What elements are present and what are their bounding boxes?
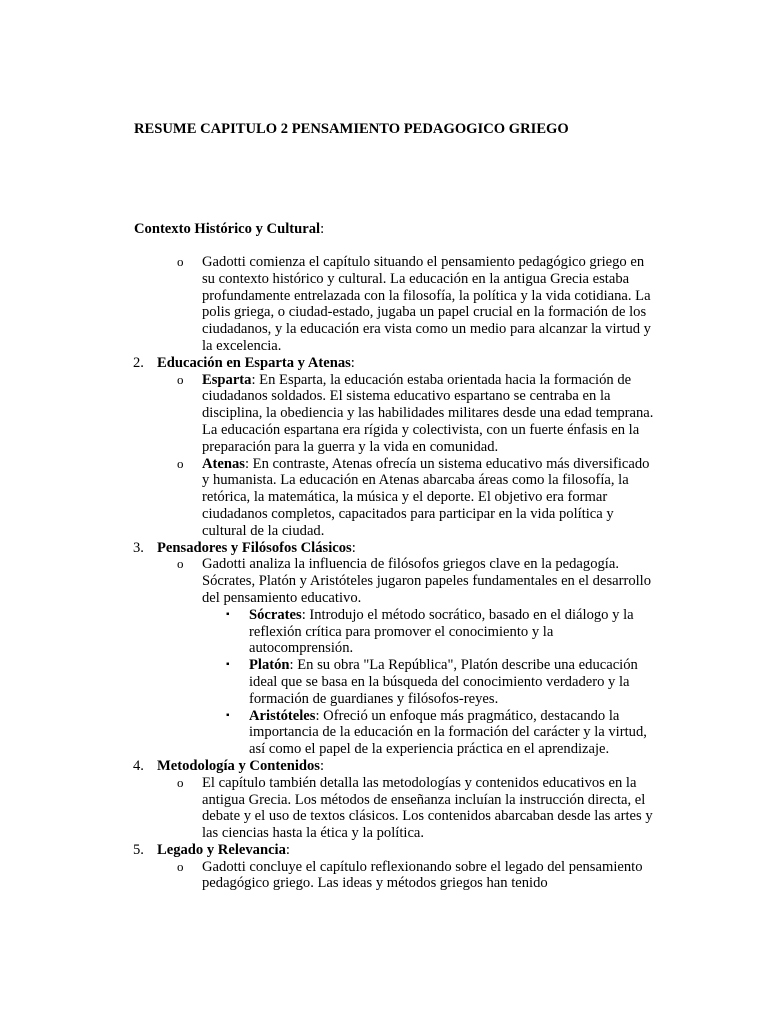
section-heading [133, 354, 768, 372]
section-heading-colon: : [350, 354, 355, 371]
list-item [177, 455, 660, 540]
section-heading-colon: : [319, 757, 325, 774]
section-heading [133, 841, 768, 859]
list-item-bold: Atenas [202, 455, 245, 472]
bullet-circle-icon: o [177, 774, 184, 790]
list-item-text: Gadotti concluye el capítulo reflexionando sobre el legado del pensamiento pedagógico griego. Las ideas y métodos griegos han tenido [202, 858, 643, 892]
section-heading-label: Pensadores y Filósofos Clásicos [157, 539, 352, 556]
bullet-square-icon: ▪ [226, 709, 230, 721]
context-heading-label: Contexto Histórico y Cultural [134, 221, 321, 237]
list-item-bold: Esparta [202, 371, 252, 388]
section-heading-label: Metodología y Contenidos [157, 757, 320, 774]
list-item [177, 371, 660, 456]
section-number: 2. [133, 354, 144, 371]
bullet-circle-icon: o [177, 556, 184, 572]
bullet-circle-icon: o [177, 254, 184, 269]
sub-list-item-bold: Sócrates [249, 606, 302, 623]
sub-list-item [226, 657, 660, 707]
list-item-text: El capítulo también detalla las metodologías y contenidos educativos en la antigua Grecia. Los métodos de enseñanza incluían la instrucción directa, el debate y el uso de textos clásicos. Los contenidos abarcaban desde las artes y las ciencias hasta la ética y la política. [202, 774, 653, 842]
list-item [177, 556, 660, 606]
bullet-square-icon: ▪ [226, 608, 230, 620]
list-item-text: : En contraste, Atenas ofrecía un sistema educativo más diversificado y humanista. La educación en Atenas abarcaba áreas como la filosofía, la retórica, la matemática, la música y el deporte. El objetivo era formar ciudadanos completos, capacitados para participar en la vida política y cultural de la ciudad. [202, 455, 650, 539]
list-item-text: Gadotti analiza la influencia de filósofos griegos clave en la pedagogía. Sócrates, Platón y Aristóteles jugaron papeles fundamentales en el desarrollo del pensamiento educativo. [202, 556, 652, 606]
list-item [177, 774, 660, 842]
list-item [177, 254, 660, 355]
outline-list [0, 254, 768, 892]
section-heading-label: Educación en Esparta y Atenas [157, 354, 351, 371]
sub-list-item-text: : En su obra "La República", Platón describe una educación ideal que se basa en la búsqueda del conocimiento verdadero y la formación de guardianes y filósofos-reyes. [249, 657, 638, 707]
sub-list-item-text: : Introdujo el método socrático, basado en el diálogo y la reflexión crítica para promover el conocimiento y la autocomprensión. [249, 606, 634, 657]
sub-list-item-bold: Platón [249, 657, 290, 674]
section-heading [133, 539, 768, 557]
list-item [177, 858, 660, 893]
section-heading-colon: : [285, 841, 290, 858]
section-heading-colon: : [351, 539, 356, 556]
section-heading-label: Legado y Relevancia [157, 841, 286, 858]
sub-list-item [226, 606, 660, 657]
section-heading [133, 757, 768, 775]
bullet-circle-icon: o [177, 858, 184, 874]
sub-list-item-bold: Aristóteles [249, 707, 316, 724]
context-heading-colon: : [320, 221, 325, 237]
bullet-square-icon: ▪ [226, 659, 230, 671]
section-number: 4. [133, 757, 144, 774]
sub-list-item [226, 707, 660, 758]
list-item-text: Gadotti comienza el capítulo situando el pensamiento pedagógico griego en su contexto histórico y cultural. La educación en la antigua Grecia estaba profundamente entrelazada con la filosofía, la política y la vida cotidiana. La polis griega, o ciudad-estado, jugaba un papel crucial en la formación de los ciudadanos, y la educación era vista como un medio para alcanzar la virtud y la excelencia. [202, 254, 651, 354]
section-number: 3. [133, 539, 144, 556]
context-heading [134, 221, 324, 238]
list-item-text: : En Esparta, la educación estaba orientada hacia la formación de ciudadanos soldados. El sistema educativo espartano se centraba en la disciplina, la obediencia y las habilidades militares desde una edad temprana. La educación espartana era rígida y colectivista, con un fuerte énfasis en la preparación para la guerra y la vida en comunidad. [202, 371, 654, 455]
bullet-circle-icon: o [177, 455, 184, 471]
bullet-circle-icon: o [177, 371, 184, 387]
document-title: RESUME CAPITULO 2 PENSAMIENTO PEDAGOGICO GRIEGO [134, 121, 569, 137]
sub-list-item-text: : Ofreció un enfoque más pragmático, destacando la importancia de la educación en la formación del carácter y la virtud, así como el papel de la experiencia práctica en el aprendizaje. [249, 707, 647, 758]
section-number: 5. [133, 841, 144, 858]
